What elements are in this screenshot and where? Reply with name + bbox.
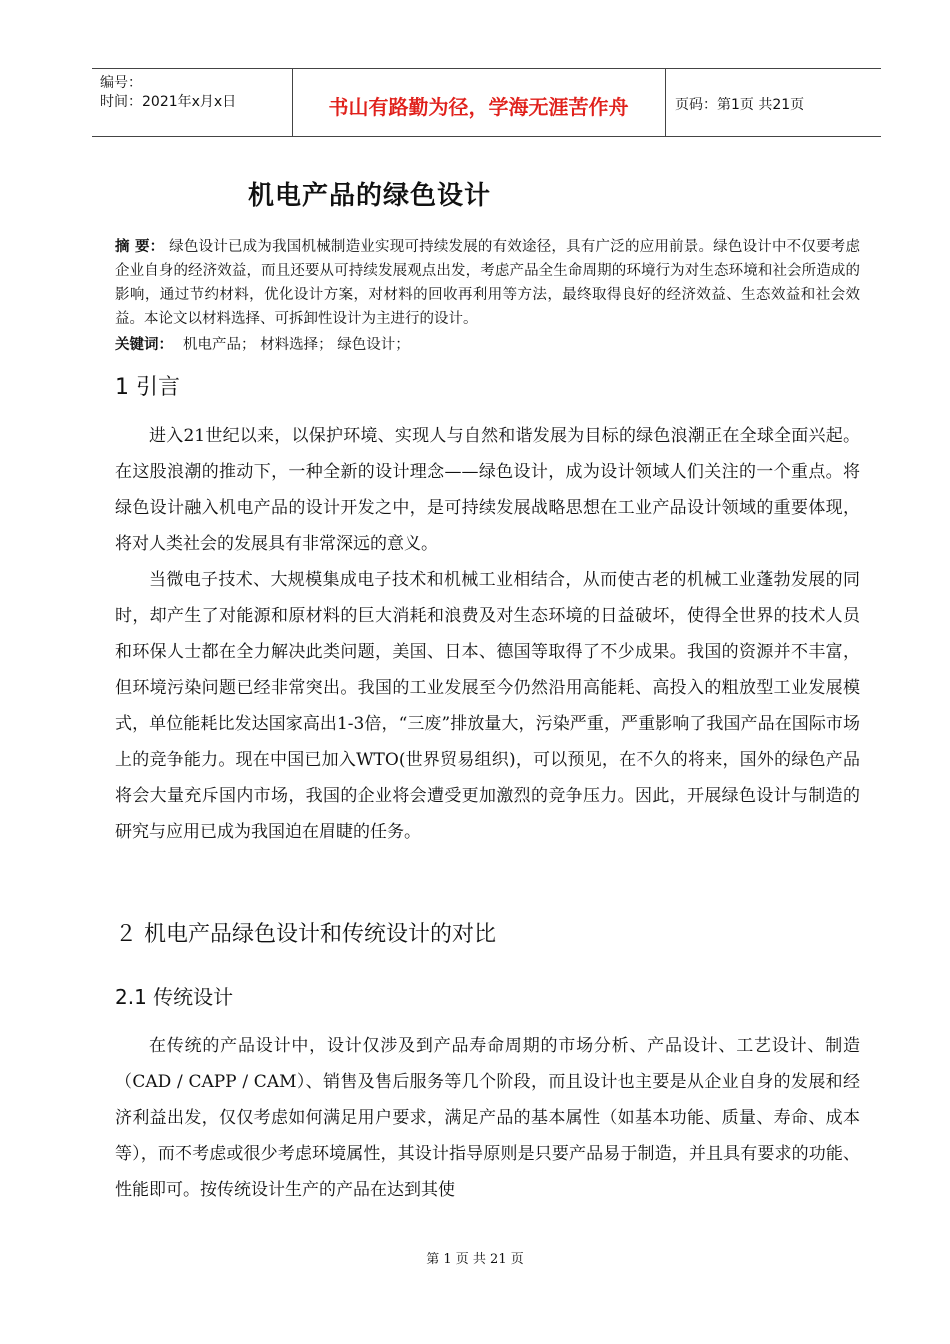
page-header xyxy=(92,68,881,137)
keywords-list: 机电产品； 材料选择； 绿色设计； xyxy=(183,337,410,353)
header-left-cell xyxy=(92,69,293,136)
abstract-text: 绿色设计已成为我国机械制造业实现可持续发展的有效途径，具有广泛的应用前景。绿色设计中不仅要考虑企业自身的经济效益，而且还要从可持续发展观点出发，考虑产品全生命周期的环境行为对生态环境和社会所造成的影响，通过节约材料，优化设计方案，对材料的回收再利用等方法，最终取得良好的经济效益、生态效益和社会效益。本论文以材料选择、可拆卸性设计为主进行的设计。 xyxy=(115,239,860,327)
header-middle-cell xyxy=(292,69,666,136)
header-motto: 书山有路勤为径，学海无涯苦作舟 xyxy=(328,95,629,119)
abstract-label: 摘 要： xyxy=(115,239,165,255)
section-2-heading: ２ 机电产品绿色设计和传统设计的对比 xyxy=(115,922,496,947)
page-footer-number: 第 1 页 共 21 页 xyxy=(426,1252,524,1267)
abstract-block xyxy=(115,235,860,331)
section-2-1-heading: 2.1 传统设计 xyxy=(115,985,234,1009)
section-2-1-paragraph-1: 在传统的产品设计中，设计仅涉及到产品寿命周期的市场分析、产品设计、工艺设计、制造（CAD / CAPP / CAM）、销售及售后服务等几个阶段，而且设计也主要是从企业自身的发展和经济利益出发，仅仅考虑如何满足用户要求，满足产品的基本属性（如基本功能、质量、寿命、成本等），而不考虑或很少考虑环境属性，其设计指导原则是只要产品易于制造，并且具有要求的功能、性能即可。按传统设计生产的产品在达到其使 xyxy=(115,1036,860,1200)
document-time-label: 时间：2021年x月x日 xyxy=(100,94,237,110)
document-title: 机电产品的绿色设计 xyxy=(248,181,492,211)
keywords-block xyxy=(115,333,860,357)
section-1-paragraph-1: 进入21世纪以来，以保护环境、实现人与自然和谐发展为目标的绿色浪潮正在全球全面兴起。在这股浪潮的推动下，一种全新的设计理念——绿色设计，成为设计领域人们关注的一个重点。将绿色设计融入机电产品的设计开发之中，是可持续发展战略思想在工业产品设计领域的重要体现，将对人类社会的发展具有非常深远的意义。 xyxy=(115,426,860,554)
keywords-label: 关键词： xyxy=(115,337,173,353)
header-right-cell xyxy=(665,69,881,136)
header-page-info: 页码：第1页 共21页 xyxy=(675,97,805,113)
section-1-paragraph-2: 当微电子技术、大规模集成电子技术和机械工业相结合，从而使古老的机械工业蓬勃发展的同时，却产生了对能源和原材料的巨大消耗和浪费及对生态环境的日益破坏，使得全世界的技术人员和环保人士都在全力解决此类问题，美国、日本、德国等取得了不少成果。我国的资源并不丰富，但环境污染问题已经非常突出。我国的工业发展至今仍然沿用高能耗、高投入的粗放型工业发展模式，单位能耗比发达国家高出1-3倍，“三废”排放量大，污染严重，严重影响了我国产品在国际市场上的竞争能力。现在中国已加入WTO(世界贸易组织)，可以预见，在不久的将来，国外的绿色产品将会大量充斥国内市场，我国的企业将会遭受更加激烈的竞争压力。因此，开展绿色设计与制造的研究与应用已成为我国迫在眉睫的任务。 xyxy=(115,570,860,842)
section-1-heading: 1 引言 xyxy=(115,375,180,400)
document-code-label: 编号： xyxy=(100,75,142,91)
